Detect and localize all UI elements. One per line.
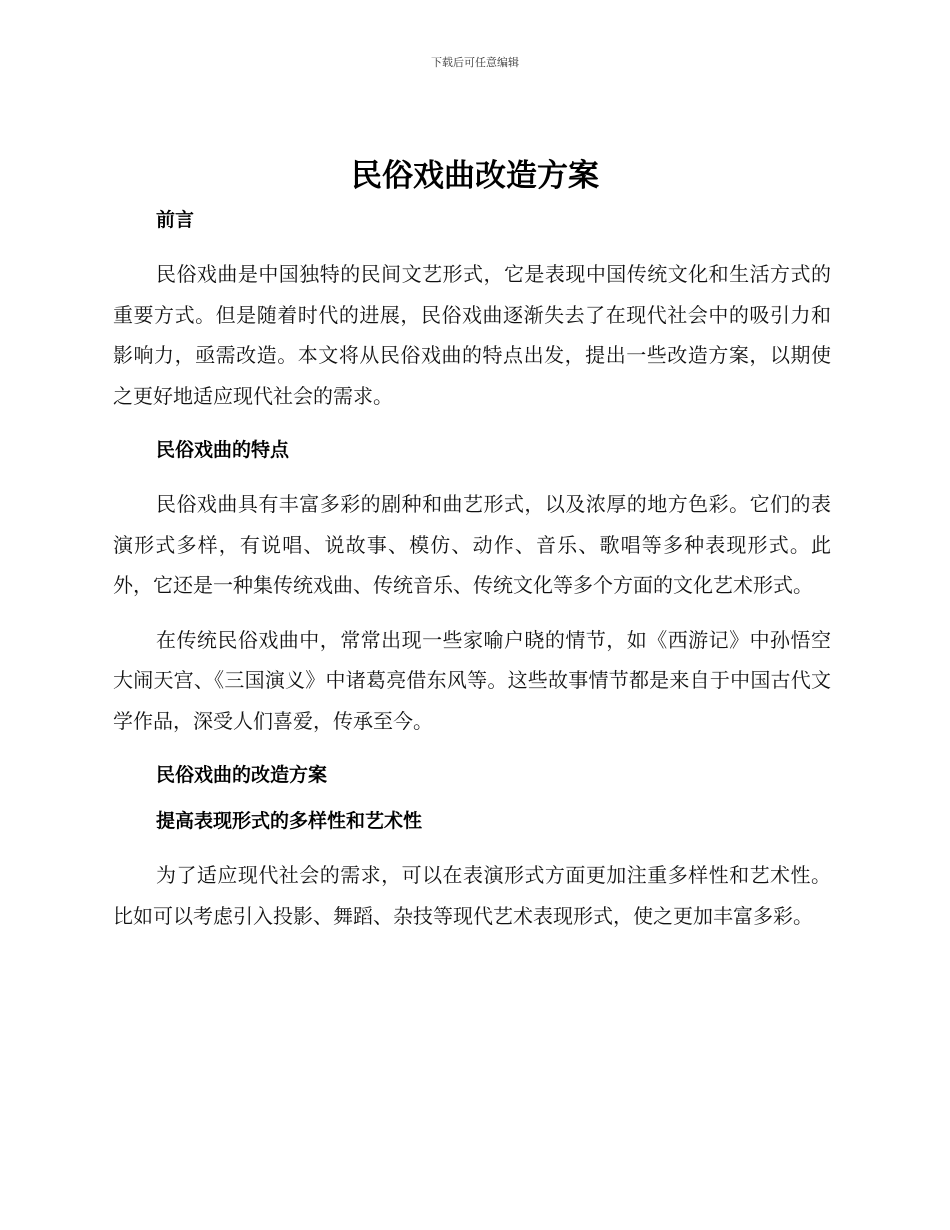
paragraph-diversity: 为了适应现代社会的需求，可以在表演形式方面更加注重多样性和艺术性。比如可以考虑引入投影、舞蹈、杂技等现代艺术表现形式，使之更加丰富多彩。 [113,863,831,928]
document-body [113,200,831,950]
section-heading-features: 民俗戏曲的特点 [156,439,290,461]
paragraph-preface: 民俗戏曲是中国独特的民间文艺形式，它是表现中国传统文化和生活方式的重要方式。但是随着时代的进展，民俗戏曲逐渐失去了在现代社会中的吸引力和影响力，亟需改造。本文将从民俗戏曲的特点出发，提出一些改造方案，以期使之更好地适应现代社会的需求。 [113,262,831,408]
paragraph-features-2: 在传统民俗戏曲中，常常出现一些家喻户晓的情节，如《西游记》中孙悟空大闹天宫、《三国演义》中诸葛亮借东风等。这些故事情节都是来自于中国古代文学作品，深受人们喜爱，传承至今。 [113,627,831,733]
section-heading-reform: 民俗戏曲的改造方案 [156,764,328,786]
section-heading-preface: 前言 [156,209,195,231]
section-heading-diversity: 提高表现形式的多样性和艺术性 [156,810,423,832]
paragraph-features-1: 民俗戏曲具有丰富多彩的剧种和曲艺形式，以及浓厚的地方色彩。它们的表演形式多样，有说唱、说故事、模仿、动作、音乐、歌唱等多种表现形式。此外，它还是一种集传统戏曲、传统音乐、传统文化等多个方面的文化艺术形式。 [113,492,831,597]
header-note: 下载后可任意编辑 [431,56,519,69]
document-title: 民俗戏曲改造方案 [351,158,599,194]
